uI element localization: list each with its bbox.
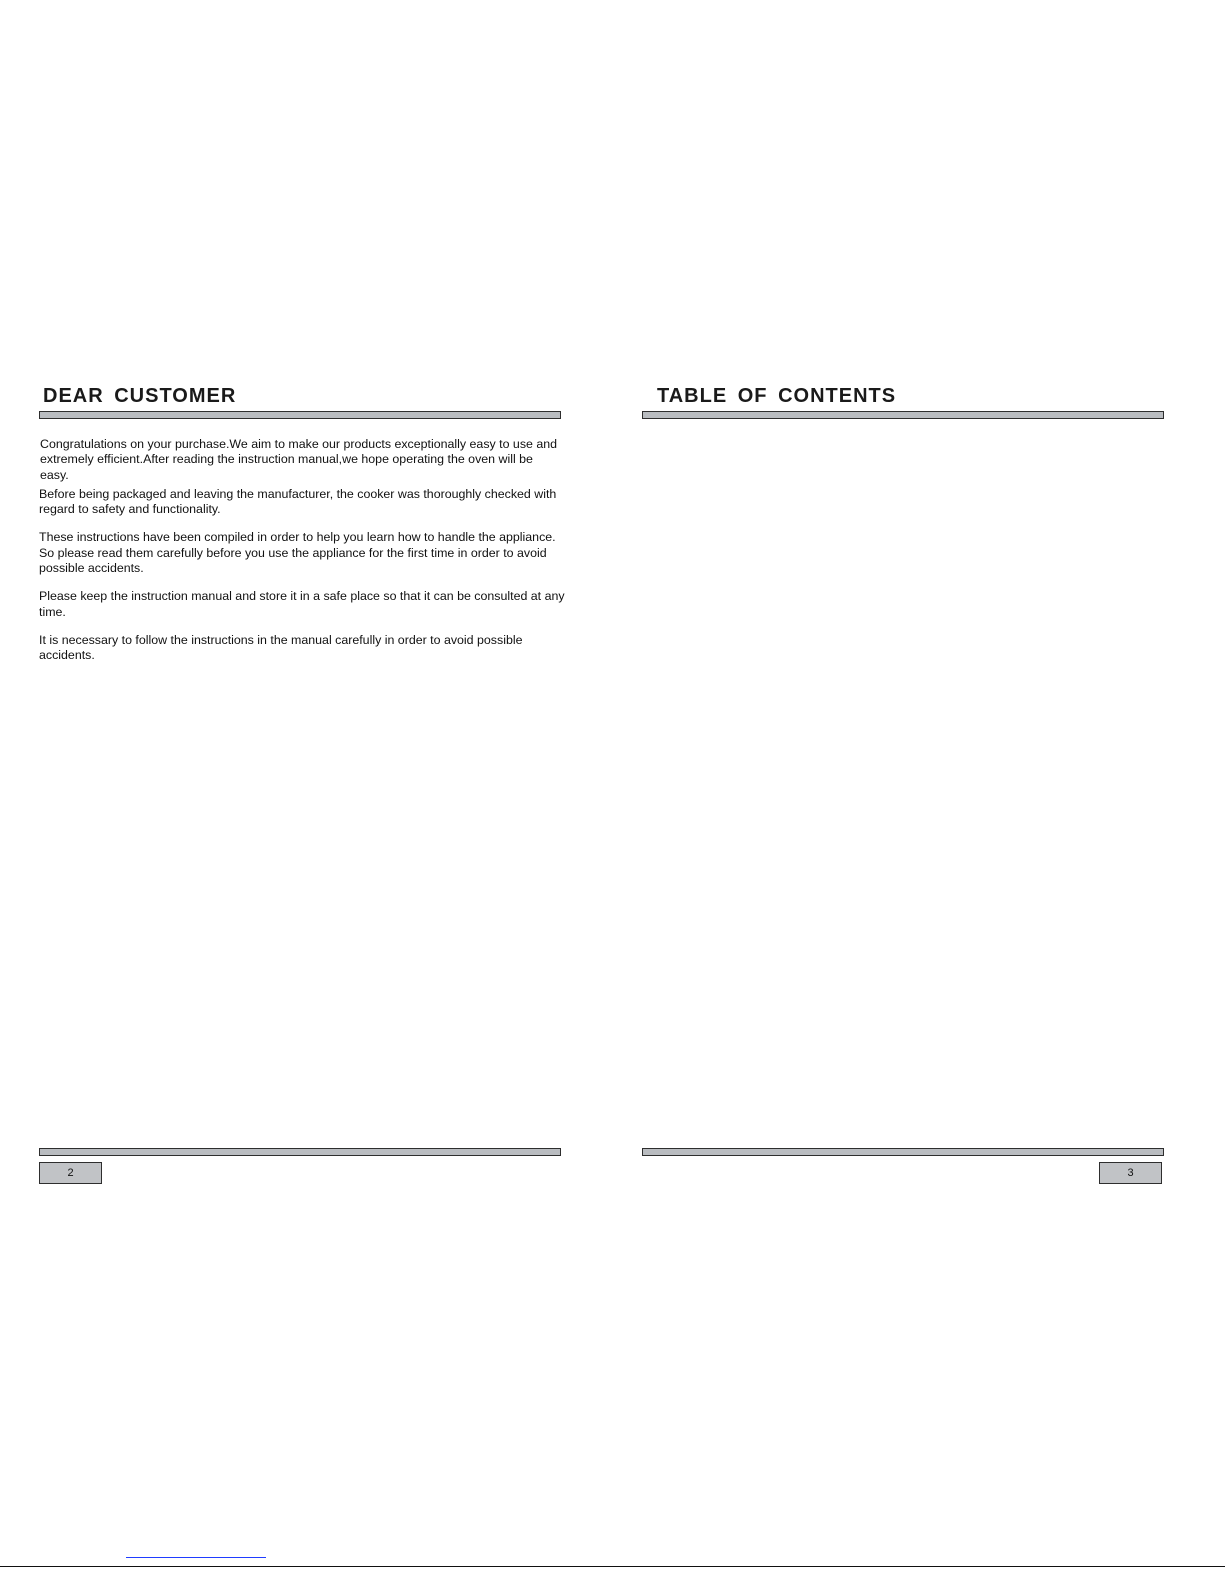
paragraph-congratulations: Congratulations on your purchase.We aim to make our products exceptionally easy to use and extremely efficient.After reading the instruction manual,we hope operating the oven will be easy. xyxy=(40,437,558,482)
footer-rule xyxy=(642,1148,1164,1156)
paragraph-packaged: Before being packaged and leaving the manufacturer, the cooker was thoroughly checked with regard to safety and functionality. xyxy=(39,486,557,517)
table-of-contents-heading: TABLE OF CONTENTS xyxy=(657,385,897,407)
paragraph-instructions: These instructions have been compiled in order to help you learn how to handle the appliance. So please read them carefully before you use the appliance for the first time in order to avoid possible accidents. xyxy=(39,530,556,576)
footer-rule xyxy=(39,1148,561,1156)
paragraph-follow-instructions: It is necessary to follow the instructions in the manual carefully in order to avoid possible accidents. xyxy=(39,632,523,663)
bottom-border xyxy=(0,1566,1225,1567)
right-page xyxy=(642,0,1166,1585)
left-page xyxy=(39,0,563,1585)
page-number-box: 2 xyxy=(39,1162,102,1184)
header-rule xyxy=(39,411,561,419)
link-underline xyxy=(126,1557,266,1558)
paragraph-keep-manual: Please keep the instruction manual and store it in a safe place so that it can be consulted at any time. xyxy=(39,589,565,619)
page-number-box: 3 xyxy=(1099,1162,1162,1184)
intro-text xyxy=(39,437,565,677)
dear-customer-heading: DEAR CUSTOMER xyxy=(43,385,237,407)
header-rule xyxy=(642,411,1164,419)
